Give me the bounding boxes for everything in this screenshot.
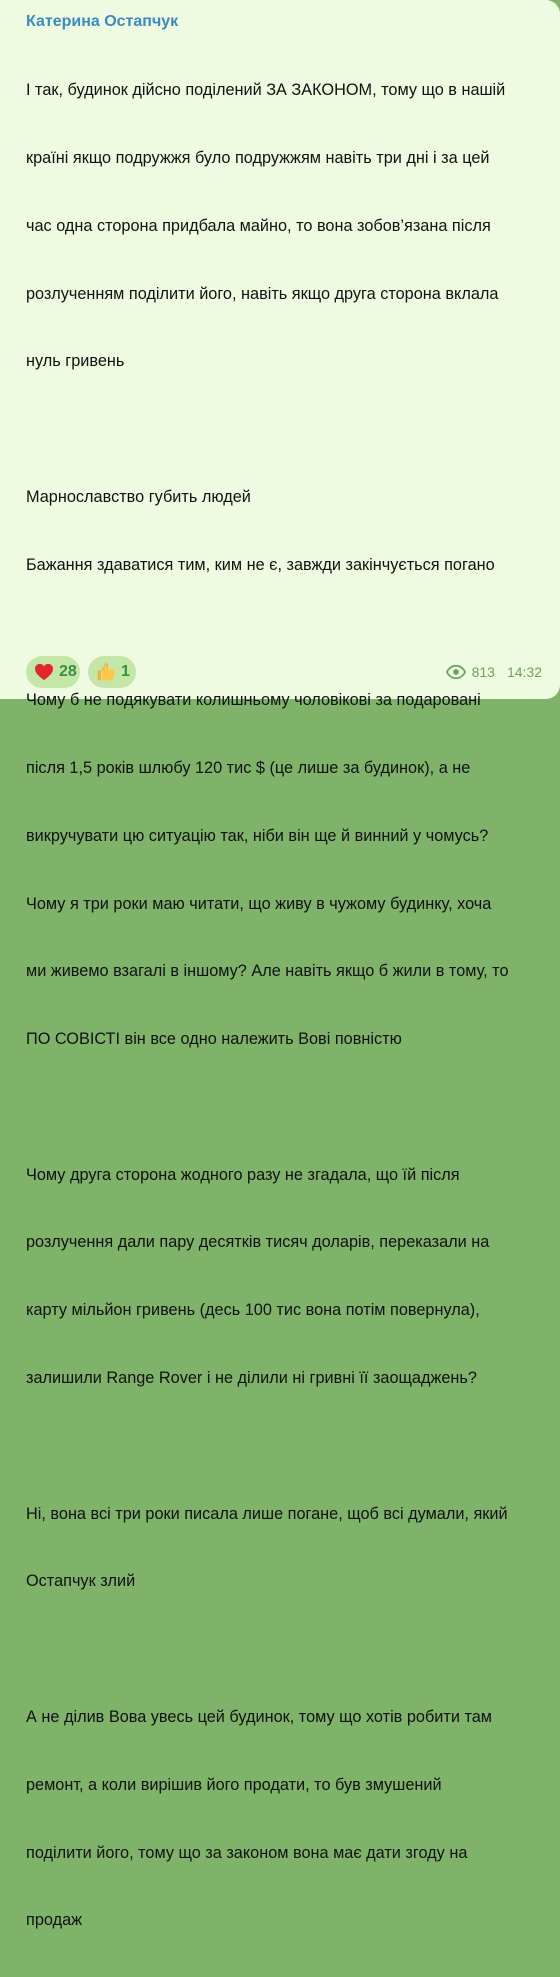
thumbs-up-icon [96, 662, 116, 682]
message-line: І так, будинок дійсно поділений ЗА ЗАКОНОМ, тому що в нашій [26, 81, 506, 100]
message-line: Марнославство губить людей [26, 487, 251, 506]
message-line: Чому б не подякувати колишньому чоловікові за подаровані [26, 691, 481, 710]
message-paragraph [26, 644, 546, 1096]
message-line: залишили Range Rover і не ділили ні гривні її заощаджень? [26, 1369, 477, 1388]
eye-icon [446, 665, 466, 679]
message-line: ПО СОВІСТІ він все одно належить Вові повністю [26, 1030, 402, 1049]
message-line: викручувати цю ситуацію так, ніби він ще й винний у чомусь? [26, 826, 489, 845]
message-paragraph [26, 1457, 546, 1638]
message-line: країні якщо подружжя було подружжям навіть три дні і за цей [26, 148, 490, 167]
message-meta [446, 664, 542, 680]
message-paragraph [26, 441, 546, 622]
message-paragraph [26, 1661, 546, 1977]
reaction-count: 28 [59, 663, 77, 680]
reaction-heart-button[interactable] [26, 656, 80, 688]
message-line: розлучення дали пару десятків тисяч доларів, переказали на [26, 1233, 490, 1252]
message-line: час одна сторона придбала майно, то вона зобов’язана після [26, 216, 491, 235]
message-line: Чому я три роки маю читати, що живу в чужому будинку, хоча [26, 894, 492, 913]
message-line: карту мільйон гривень (десь 100 тис вона потім повернула), [26, 1301, 480, 1320]
message-line: А не ділив Вова увесь цей будинок, тому що хотів робити там [26, 1707, 492, 1726]
message-line: Бажання здаватися тим, ким не є, завжди закінчується погано [26, 555, 495, 574]
message-line: нуль гривень [26, 352, 125, 371]
message-line: ремонт, а коли вирішив його продати, то був змушений [26, 1775, 442, 1794]
message-line: ми живемо взагалі в іншому? Але навіть якщо б жили в тому, то [26, 962, 509, 981]
message-line: Остапчук злий [26, 1572, 136, 1591]
views-count: 813 [471, 664, 495, 680]
message-line: розлученням поділити його, навіть якщо друга сторона вклала [26, 284, 499, 303]
message-line: Ні, вона всі три роки писала лише погане, щоб всі думали, який [26, 1504, 508, 1523]
message-line: продаж [26, 1911, 83, 1930]
message-text [26, 34, 546, 1977]
heart-icon [34, 662, 54, 682]
message-footer [26, 656, 546, 690]
message-line: після 1,5 років шлюбу 120 тис $ (це лише за будинок), а не [26, 759, 471, 777]
message-line: Чому друга сторона жодного разу не згадала, що їй після [26, 1165, 460, 1184]
sender-name[interactable]: Катерина Остапчук [26, 13, 179, 30]
message-line: поділити його, тому що за законом вона має дати згоду на [26, 1843, 468, 1862]
message-paragraph [26, 34, 546, 418]
reaction-thumbs-up-button[interactable] [88, 656, 136, 688]
message-time: 14:32 [506, 664, 542, 680]
reaction-count: 1 [121, 663, 130, 680]
message-paragraph [26, 1119, 546, 1435]
